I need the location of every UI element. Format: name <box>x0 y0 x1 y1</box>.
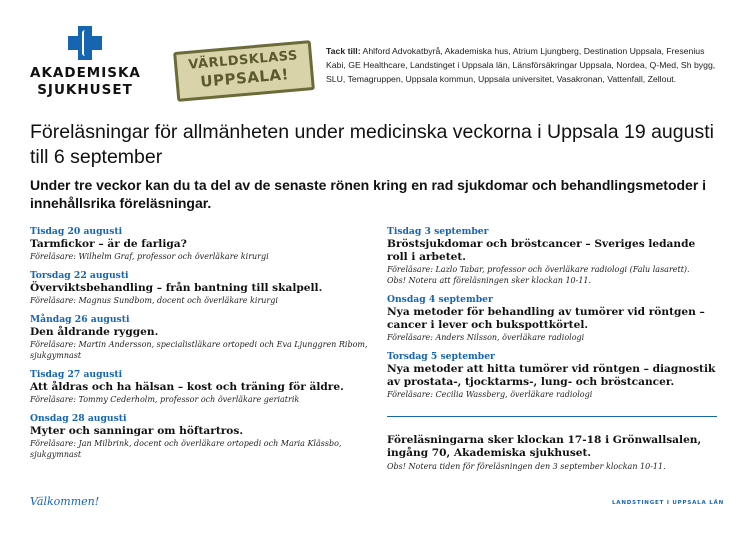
logo-name <box>30 65 140 99</box>
lecture-date: Onsdag 28 augusti <box>30 413 127 424</box>
venue-note: Obs! Notera tiden för föreläsningen den 3 september klockan 10-11. <box>387 462 666 471</box>
lecture-item <box>387 294 717 343</box>
stamp-line2: UPPSALA! <box>199 65 290 91</box>
venue-info <box>387 434 717 472</box>
lecture-lecturer: Föreläsare: Magnus Sundbom, docent och överläkare kirurgi <box>30 296 278 305</box>
lecture-date: Torsdag 5 september <box>387 351 495 362</box>
varldsklass-stamp <box>173 40 315 102</box>
lecture-item <box>387 351 717 400</box>
lecture-list-left <box>30 226 370 468</box>
lecture-topic: Tarmfickor – är de farliga? <box>30 238 187 250</box>
page-subtitle: Under tre veckor kan du ta del av de senaste rönen kring en rad sjukdomar och behandlingsmetoder i innehållsrika föreläsningar. <box>30 177 707 211</box>
landsting-brand: LANDSTINGET I UPPSALA LÄN <box>612 500 724 506</box>
stamp-line1: VÄRLDSKLASS <box>187 48 299 73</box>
section-divider <box>387 416 717 417</box>
lecture-item <box>30 413 370 460</box>
lecture-date: Tisdag 3 september <box>387 226 489 237</box>
lecture-item <box>30 369 370 405</box>
lecture-note: Obs! Notera att föreläsningen sker klockan 10-11. <box>387 276 592 285</box>
lecture-lecturer: Föreläsare: Cecilia Wassberg, överläkare radiologi <box>387 390 593 399</box>
thanks-text: Ahlford Advokatbyrå, Akademiska hus, Atrium Ljungberg, Destination Uppsala, Fresenius Kabi, GE Healthcare, Landstinget i Uppsala län, Länsförsäkringar Uppsala, Nordea, Q-Med, Sh bygg, SLU, Temagruppen, Uppsala kommun, Uppsala universitet, Vasakronan, Vattenfall, Zellout. <box>326 46 716 84</box>
sponsor-thanks <box>326 44 726 86</box>
hospital-logo <box>30 26 140 99</box>
lecture-topic: Nya metoder för behandling av tumörer vid röntgen – cancer i lever och bukspottkörtel. <box>387 306 705 331</box>
lecture-item <box>30 314 370 361</box>
hospital-cross-icon <box>68 26 102 60</box>
lecture-topic: Nya metoder att hitta tumörer vid röntgen – diagnostik av prostata-, tjocktarms-, lung- och bröstcancer. <box>387 363 716 388</box>
lecture-date: Tisdag 20 augusti <box>30 226 123 237</box>
lecture-lecturer: Föreläsare: Jan Milbrink, docent och överläkare ortopedi och Maria Klässbo, sjukgymnast <box>30 439 342 459</box>
page-title: Föreläsningar för allmänheten under medicinska veckorna i Uppsala 19 augusti till 6 september <box>30 121 714 168</box>
lecture-topic: Överviktsbehandling – från bantning till skalpell. <box>30 282 323 294</box>
lecture-topic: Bröstsjukdomar och bröstcancer – Sveriges ledande roll i arbetet. <box>387 238 696 263</box>
lecture-topic: Att åldras och ha hälsan – kost och träning för äldre. <box>30 381 344 393</box>
lecture-topic: Myter och sanningar om höftartros. <box>30 425 244 437</box>
logo-line2: SJUKHUSET <box>37 82 133 98</box>
thanks-label: Tack till: <box>326 46 361 56</box>
welcome-text: Välkommen! <box>30 495 100 508</box>
lecture-date: Måndag 26 augusti <box>30 314 130 325</box>
venue-text: Föreläsningarna sker klockan 17-18 i Grönwallsalen, ingång 70, Akademiska sjukhuset. <box>387 434 702 459</box>
lecture-item <box>30 270 370 306</box>
lecture-date: Tisdag 27 augusti <box>30 369 123 380</box>
lecture-date: Torsdag 22 augusti <box>30 270 129 281</box>
lecture-list-right <box>387 226 717 408</box>
logo-line1: AKADEMISKA <box>30 65 141 81</box>
lecture-item <box>30 226 370 262</box>
lecture-date: Onsdag 4 september <box>387 294 493 305</box>
lecture-lecturer: Föreläsare: Tommy Cederholm, professor och överläkare geriatrik <box>30 395 300 404</box>
lecture-lecturer: Föreläsare: Wilhelm Graf, professor och överläkare kirurgi <box>30 252 269 261</box>
lecture-lecturer: Föreläsare: Martin Andersson, specialistläkare ortopedi och Eva Ljunggren Ribom, sjukgymnast <box>30 340 368 360</box>
lecture-lecturer: Föreläsare: Lazlo Tabar, professor och överläkare radiologi (Falu lasarett). <box>387 265 690 274</box>
lecture-lecturer: Föreläsare: Anders Nilsson, överläkare radiologi <box>387 333 585 342</box>
lecture-item <box>387 226 717 286</box>
lecture-topic: Den åldrande ryggen. <box>30 326 159 338</box>
